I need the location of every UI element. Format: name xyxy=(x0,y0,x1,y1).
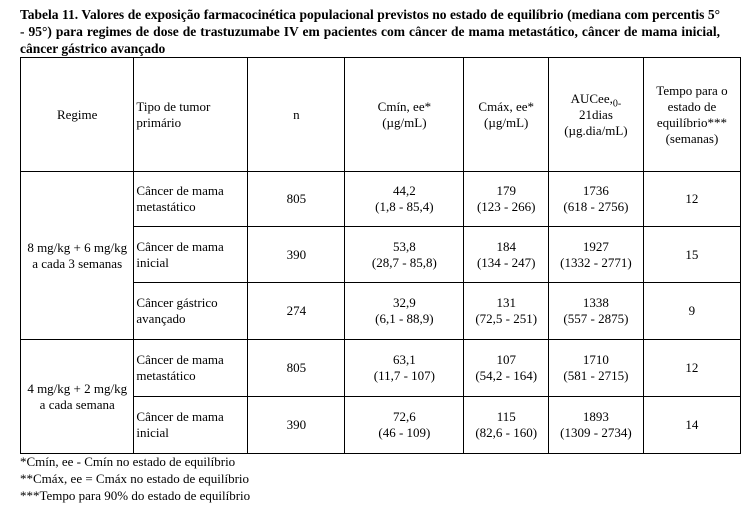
header-cmax xyxy=(464,58,549,172)
header-n: n xyxy=(248,58,345,172)
cmax-cell xyxy=(464,283,549,340)
header-tempo-line-3: equilíbrio*** xyxy=(656,114,727,130)
tumor-type-cell: Câncer de mama metastático xyxy=(134,172,248,227)
table-row xyxy=(21,340,741,397)
cmax-range: (123 - 266) xyxy=(476,199,536,214)
cmin-range: (11,7 - 107) xyxy=(373,368,436,383)
cmax-median: 107 xyxy=(496,352,516,367)
cmin-median: 63,1 xyxy=(393,352,416,367)
header-row xyxy=(21,58,741,172)
header-tempo-line-2: estado de xyxy=(667,98,717,114)
table-row xyxy=(21,172,741,227)
header-cmin-label: Cmín, ee* xyxy=(377,98,432,114)
cmin-median: 32,9 xyxy=(393,295,416,310)
cmax-range: (72,5 - 251) xyxy=(475,311,538,326)
header-steady-state-time xyxy=(643,58,740,172)
cmin-range: (46 - 109) xyxy=(378,425,431,440)
cmax-range: (54,2 - 164) xyxy=(475,368,538,383)
auc-median: 1893 xyxy=(582,409,609,424)
cmin-range: (28,7 - 85,8) xyxy=(371,254,437,270)
tempo-cell: 12 xyxy=(643,172,740,227)
cmin-median: 53,8 xyxy=(393,238,416,254)
footnotes xyxy=(20,453,250,504)
header-tempo-line-1: Tempo para o xyxy=(656,82,728,98)
auc-median: 1338 xyxy=(582,295,609,310)
auc-range: (1309 - 2734) xyxy=(560,425,632,440)
tempo-cell: 12 xyxy=(643,340,740,397)
auc-range: (618 - 2756) xyxy=(563,199,629,214)
cmax-median: 115 xyxy=(496,409,516,424)
cmax-cell xyxy=(464,397,549,454)
cmin-cell xyxy=(345,227,464,283)
n-cell: 274 xyxy=(248,283,345,340)
cmin-range: (6,1 - 88,9) xyxy=(375,311,434,326)
auc-median: 1736 xyxy=(582,183,609,198)
cmax-median: 184 xyxy=(496,238,516,254)
n-cell: 390 xyxy=(248,397,345,454)
auc-range: (1332 - 2771) xyxy=(560,254,632,270)
header-cmax-unit: (µg/mL) xyxy=(484,114,529,130)
cmin-cell xyxy=(345,340,464,397)
n-cell: 805 xyxy=(248,172,345,227)
cmax-cell xyxy=(464,340,549,397)
header-auc-unit: (µg.dia/mL) xyxy=(564,122,628,138)
cmin-median: 44,2 xyxy=(393,183,416,198)
auc-cell xyxy=(548,172,643,227)
footnote-steady-state: ***Tempo para 90% do estado de equilíbrio xyxy=(20,488,251,503)
tempo-cell: 9 xyxy=(643,283,740,340)
auc-cell xyxy=(548,283,643,340)
cmax-cell xyxy=(464,227,549,283)
header-tempo-line-4: (semanas) xyxy=(665,130,719,146)
auc-median: 1710 xyxy=(582,352,609,367)
auc-range: (557 - 2875) xyxy=(563,311,629,326)
cmin-cell xyxy=(345,283,464,340)
tumor-type-cell: Câncer de mama metastático xyxy=(134,340,248,397)
header-regime: Regime xyxy=(21,58,134,172)
cmin-range: (1,8 - 85,4) xyxy=(375,199,434,214)
header-auc-interval: 21dias xyxy=(578,106,613,122)
header-auc xyxy=(548,58,643,172)
auc-cell xyxy=(548,227,643,283)
cmin-cell xyxy=(345,397,464,454)
cmin-cell xyxy=(345,172,464,227)
tempo-cell: 15 xyxy=(643,227,740,283)
tempo-cell: 14 xyxy=(643,397,740,454)
auc-cell xyxy=(548,340,643,397)
regime-cell-3-weekly: 8 mg/kg + 6 mg/kg a cada 3 semanas xyxy=(21,172,134,340)
tumor-type-cell: Câncer de mama inicial xyxy=(134,227,248,283)
cmax-range: (134 - 247) xyxy=(476,254,536,270)
footnote-cmax: **Cmáx, ee = Cmáx no estado de equilíbrio xyxy=(20,471,250,486)
footnote-cmin: *Cmín, ee - Cmín no estado de equilíbrio xyxy=(20,454,236,469)
tumor-type-cell: Câncer gástrico avançado xyxy=(134,283,248,340)
cmax-median: 179 xyxy=(496,183,516,198)
table-caption: Tabela 11. Valores de exposição farmacocinética populacional previstos no estado de equilíbrio (mediana com percentis 5° - 95°) para regimes de dose de trastuzumabe IV em pacientes com câncer de mama metastático, câncer de mama inicial, câncer gástrico avançado xyxy=(20,7,720,56)
cmax-cell xyxy=(464,172,549,227)
header-cmax-label: Cmáx, ee* xyxy=(478,98,534,114)
n-cell: 805 xyxy=(248,340,345,397)
header-tumor-type: Tipo de tumor primário xyxy=(134,58,248,172)
header-cmin xyxy=(345,58,464,172)
cmax-range: (82,6 - 160) xyxy=(475,425,538,440)
cmin-median: 72,6 xyxy=(393,409,416,424)
cmax-median: 131 xyxy=(496,295,516,310)
auc-range: (581 - 2715) xyxy=(563,368,629,383)
pk-exposure-table xyxy=(20,57,741,454)
n-cell: 390 xyxy=(248,227,345,283)
header-auc-subscript: 0- xyxy=(612,98,622,110)
header-auc-label: AUCee, xyxy=(570,90,613,106)
auc-median: 1927 xyxy=(582,238,609,254)
auc-cell xyxy=(548,397,643,454)
tumor-type-cell: Câncer de mama inicial xyxy=(134,397,248,454)
regime-cell-weekly: 4 mg/kg + 2 mg/kg a cada semana xyxy=(21,340,134,454)
header-cmin-unit: (µg/mL) xyxy=(382,114,427,130)
